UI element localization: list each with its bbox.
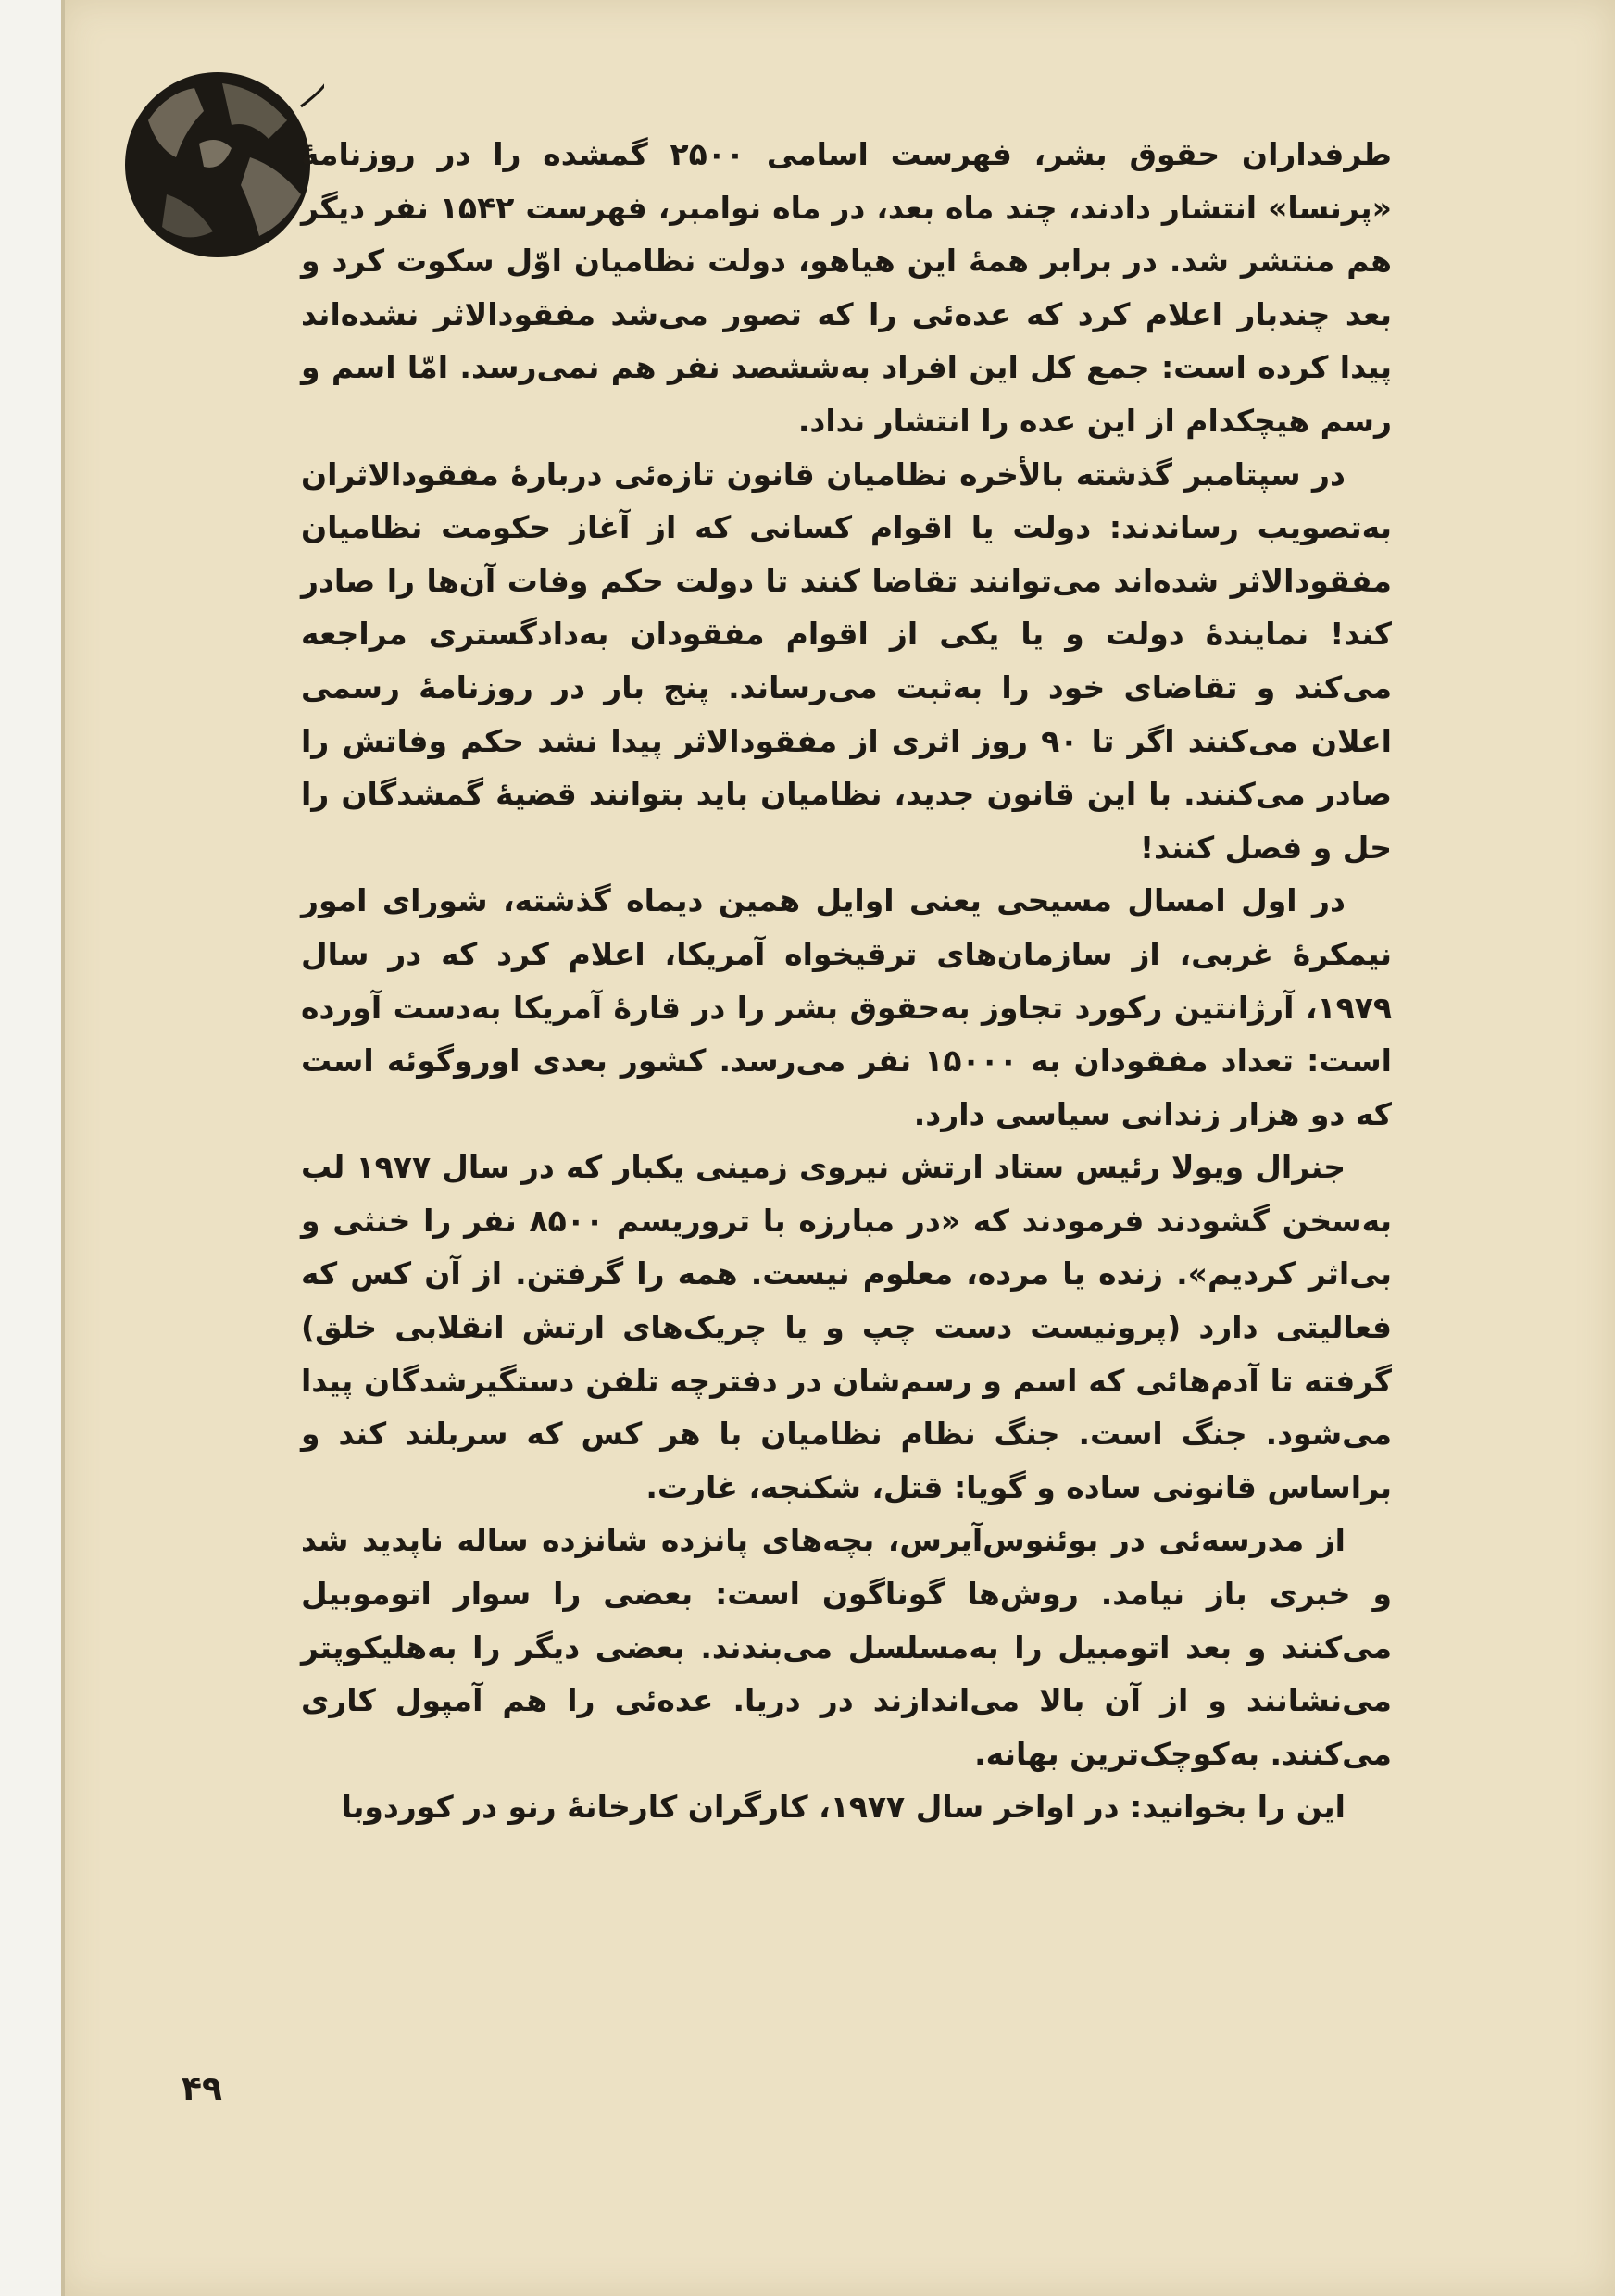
page-edge	[61, 0, 65, 2296]
paragraph: در سپتامبر گذشته بالأخره نظامیان قانون تازه‌ئی دربارهٔ مفقودالاثران به‌تصویب رساندند: دولت یا اقوام کسانی که از آغاز حکومت نظامیان مفقودالاثر شده‌اند می‌توانند تقاضا کنند تا دولت حکم وفات آن‌ها را صادر کند! نمایندهٔ دولت و یا یکی از اقوام مفقودان به‌دادگستری مراجعه می‌کند و تقاضای خود را به‌ثبت می‌رساند. پنج بار در روزنامهٔ رسمی اعلان می‌کنند اگر تا ۹۰ روز اثری از مفقودالاثر پیدا نشد حکم وفاتش را صادر می‌کنند. با این قانون جدید، نظامیان باید بتوانند قضیهٔ گمشدگان را حل و فصل کنند!	[301, 455, 1392, 866]
paragraph: از مدرسه‌ئی در بوئنوس‌آیرس، بچه‌های پانزده شانزده ساله ناپدید شد و خبری باز نیامد. روش‌ها گوناگون است: بعضی را سوار اتوموبیل می‌کنند و بعد اتومبیل را به‌مسلسل می‌بندند. بعضی دیگر را به‌هلیکوپتر می‌نشانند و از آن بالا می‌اندازند در دریا. عده‌ئی را هم آمپول کاری می‌کنند. به‌کوچک‌ترین بهانه.	[301, 1522, 1392, 1772]
body-text	[301, 128, 1392, 1834]
paragraph: جنرال ویولا رئیس ستاد ارتش نیروی زمینی یکبار که در سال ۱۹۷۷ لب به‌سخن گشودند فرمودند که «در مبارزه با تروریسم ۸۵۰۰ نفر را خنثی و بی‌اثر کردیم». زنده یا مرده، معلوم نیست. همه را گرفتن. از آن کس که فعالیتی دارد (پرونیست دست چپ و یا چریک‌های ارتش انقلابی خلق) گرفته تا آدم‌هائی که اسم و رسم‌شان در دفترچه تلفن دستگیرشدگان پیدا می‌شود. جنگ است. جنگ نظام نظامیان با هر کس که سربلند کند و براساس قانونی ساده و گویا: قتل، شکنجه، غارت.	[301, 1149, 1393, 1505]
paragraph: این را بخوانید: در اواخر سال ۱۹۷۷، کارگران کارخانهٔ رنو در کوردوبا	[341, 1789, 1346, 1826]
page-number: ۴۹	[182, 2070, 222, 2108]
paragraph: طرفداران حقوق بشر، فهرست اسامی ۲۵۰۰ گمشده را در روزنامهٔ «پرنسا» انتشار دادند، چند ماه بعد، در ماه نوامبر، فهرست ۱۵۴۲ نفر دیگر هم منتشر شد. در برابر همهٔ این هیاهو، دولت نظامیان اوّل سکوت کرد و بعد چندبار اعلام کرد که عده‌ئی را که تصور می‌شد مفقودالاثر نشده‌اند پیدا کرده است: جمع کل این افراد به‌ششصد نفر هم نمی‌رسد. امّا اسم و رسم هیچکدام از این عده را انتشار نداد.	[301, 136, 1392, 439]
paragraph: در اول امسال مسیحی یعنی اوایل همین دیماه گذشته، شورای امور نیمکرهٔ غربی، از سازمان‌های ترقیخواه آمریکا، اعلام کرد که در سال ۱۹۷۹، آرژانتین رکورد تجاوز به‌حقوق بشر را در قارهٔ آمریکا به‌دست آورده است: تعداد مفقودان به ۱۵۰۰۰ نفر می‌رسد. کشور بعدی اوروگوئه است که دو هزار زندانی سیاسی دارد.	[301, 882, 1392, 1132]
globe-emblem-icon	[111, 56, 324, 268]
